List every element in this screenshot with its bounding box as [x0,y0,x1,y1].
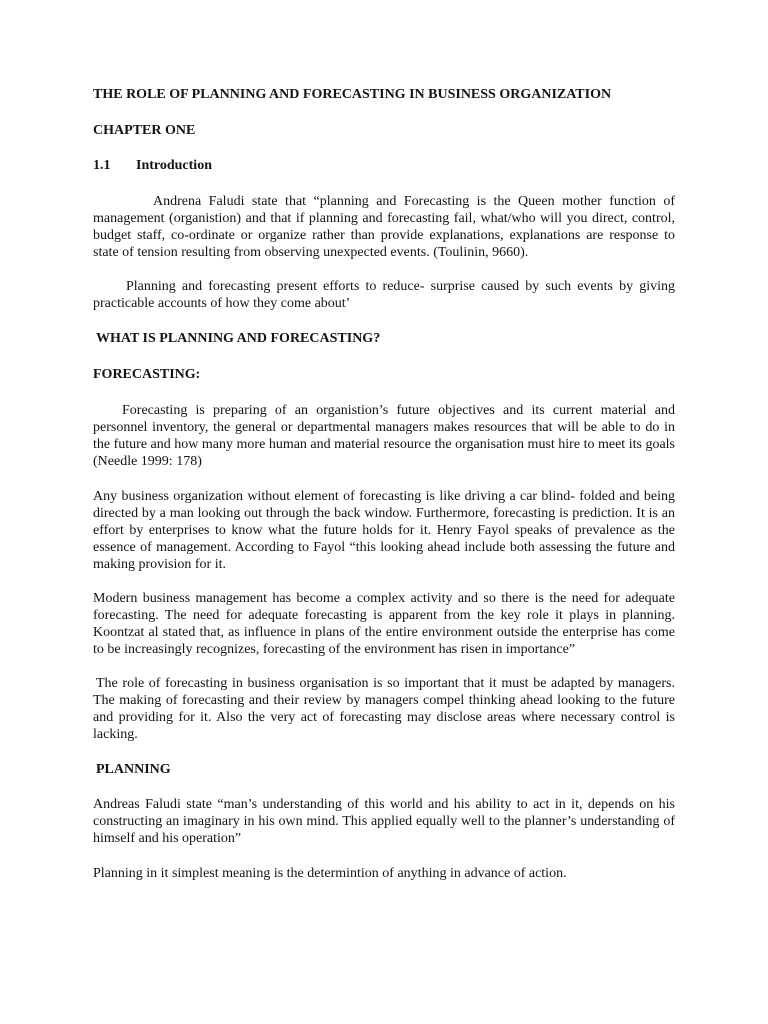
forecasting-paragraph-4: The role of forecasting in business organisation is so important that it must be adapted by managers. The making of forecasting and their review by managers compel thinking ahead looking to the future and providing for it. Also the very act of forecasting may disclose areas where necessary control is lacking. [93,676,675,742]
document-page [93,86,675,882]
heading-forecasting: FORECASTING: [93,367,201,382]
planning-paragraph-1: Andreas Faludi state “man’s understanding of this world and his ability to act in it, depends on his constructing an imaginary in his own mind. This applied equally well to the planner’s understanding of himself and his operation” [93,797,675,846]
forecasting-paragraph-2: Any business organization without element of forecasting is like driving a car blind- folded and being directed by a man looking out through the back window. Furthermore, forecasting is prediction. It is an effort by enterprises to know what the future holds for it. Henry Fayol speaks of prevalence as the essence of management. According to Fayol “this looking ahead include both assessing the future and making provision for it. [93,489,675,572]
heading-what-is-planning: WHAT IS PLANNING AND FORECASTING? [96,331,381,346]
chapter-heading: CHAPTER ONE [93,123,196,138]
section-heading [93,157,675,174]
document-title: THE ROLE OF PLANNING AND FORECASTING IN BUSINESS ORGANIZATION [93,87,612,102]
heading-planning: PLANNING [96,762,171,777]
planning-paragraph-2: Planning in it simplest meaning is the determintion of anything in advance of action. [93,866,567,881]
intro-paragraph-1: Andrena Faludi state that “planning and Forecasting is the Queen mother function of management (organistion) and that if planning and forecasting fail, what/who will you direct, control, budget staff, co-ordinate or organize rather than provide explanations, explanations are response to state of tension resulting from observing unexpected events. (Toulinin, 9660). [93,194,675,260]
section-title: Introduction [136,158,212,173]
intro-paragraph-2: Planning and forecasting present efforts to reduce- surprise caused by such events by giving practicable accounts of how they come about’ [93,279,675,311]
forecasting-paragraph-3: Modern business management has become a complex activity and so there is the need for adequate forecasting. The need for adequate forecasting is apparent from the key role it plays in planning. Koontzat al stated that, as influence in plans of the entire environment outside the enterprise has come to be increasingly recognizes, forecasting of the environment has risen in importance” [93,591,675,657]
forecasting-paragraph-1: Forecasting is preparing of an organistion’s future objectives and its current material and personnel inventory, the general or departmental managers makes resources that will be able to do in the future and how many more human and material resource the organisation must hire to meet its goals (Needle 1999: 178) [93,403,675,469]
section-number: 1.1 [93,158,111,173]
